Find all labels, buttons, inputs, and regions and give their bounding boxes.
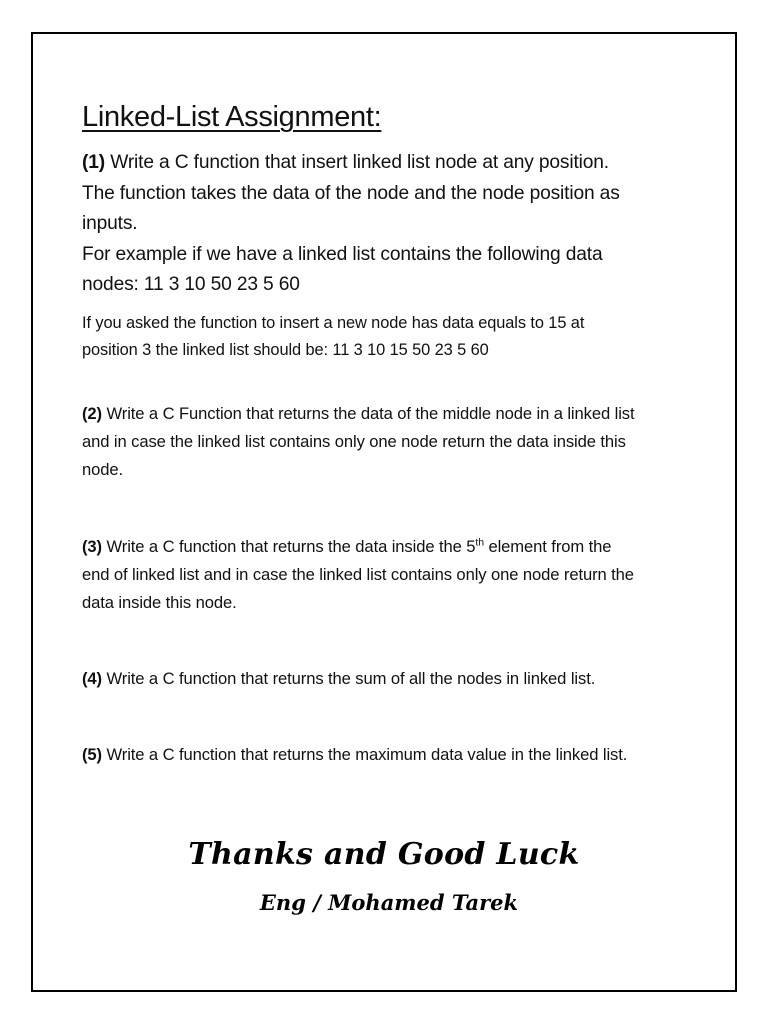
question-4-number: (4): [82, 668, 102, 688]
question-2-text: Write a C Function that returns the data of the middle node in a linked list and in case the linked list contains only one node return the data inside this node.: [82, 403, 635, 479]
question-1-example: If you asked the function to insert a new node has data equals to 15 at position 3 the linked list should be: 11 3 10 15 50 23 5 60: [82, 313, 585, 359]
question-4-text: Write a C function that returns the sum of all the nodes in linked list.: [106, 668, 596, 688]
question-3-number: (3): [82, 536, 102, 556]
question-2: [82, 400, 642, 484]
question-3-text-start: Write a C function that returns the data inside the 5: [106, 536, 476, 556]
question-1-example-intro: For example if we have a linked list contains the following data nodes: 11 3 10 50 23 5 60: [82, 243, 603, 295]
question-3-text-end: element from the end of linked list and in case the linked list contains only one node return the data inside this node.: [82, 536, 634, 612]
question-2-number: (2): [82, 403, 102, 423]
author-signature: Eng / Mohamed Tarek: [259, 890, 519, 915]
question-5-text: Write a C function that returns the maximum data value in the linked list.: [106, 744, 628, 764]
document-title: Linked-List Assignment:: [82, 101, 382, 133]
question-5: [82, 741, 642, 769]
question-5-number: (5): [82, 744, 102, 764]
question-3: [82, 533, 642, 617]
question-1-number: (1): [82, 152, 106, 173]
question-1-text: Write a C function that insert linked list node at any position. The function takes the data of the node and the node position as inputs.: [82, 152, 620, 234]
closing-message: Thanks and Good Luck: [188, 837, 580, 872]
question-1: [82, 148, 642, 301]
question-3-superscript: th: [475, 535, 484, 548]
assignment-content: [82, 98, 642, 769]
question-4: [82, 665, 642, 693]
